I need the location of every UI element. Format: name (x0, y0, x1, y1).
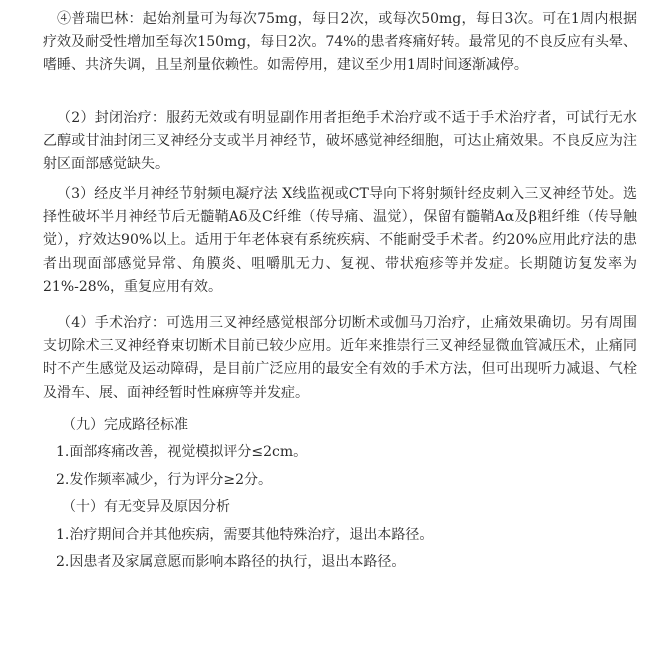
section-heading-variation-analysis: （十）有无变异及原因分析 (62, 499, 230, 515)
list-item: 1.面部疼痛改善，视觉模拟评分≤2cm。 (56, 444, 308, 460)
list-item: 1.治疗期间合并其他疾病，需要其他特殊治疗，退出本路径。 (56, 527, 434, 543)
paragraph-nerve-block: （2）封闭治疗：服药无效或有明显副作用者拒绝手术治疗或不适于手术治疗者，可试行无水乙醇或甘油封闭三叉神经分支或半月神经节，破坏感觉神经细胞，可达止痛效果。不良反应为注射区面部感觉缺失。 (43, 110, 637, 173)
list-item: 2.因患者及家属意愿而影响本路径的执行，退出本路径。 (56, 554, 406, 570)
paragraph-surgery: （4）手术治疗：可选用三叉神经感觉根部分切断术或伽马刀治疗，止痛效果确切。另有周围支切除术三叉神经脊束切断术目前已较少应用。近年来推崇行三叉神经显微血管减压术，止痛同时不产生感觉及运动障碍，是目前广泛应用的最安全有效的手术方法，但可出现听力减退、气栓及滑车、展、面神经暂时性麻痹等并发症。 (43, 315, 637, 401)
section-heading-completion-criteria: （九）完成路径标准 (62, 417, 188, 433)
paragraph-radiofrequency: （3）经皮半月神经节射频电凝疗法 X线监视或CT导向下将射频针经皮刺入三叉神经节处。选择性破坏半月神经节后无髓鞘Aδ及C纤维（传导痛、温觉），保留有髓鞘Aα及β粗纤维（传导触觉），疗效达90%以上。适用于年老体衰有系统疾病、不能耐受手术者。约20%应用此疗法的患者出现面部感觉异常、角膜炎、咀嚼肌无力、复视、带状疱疹等并发症。长期随访复发率为21%-28%，重复应用有效。 (43, 186, 637, 295)
paragraph-pregabalin: ④普瑞巴林：起始剂量可为每次75mg，每日2次，或每次50mg，每日3次。可在1周内根据疗效及耐受性增加至每次150mg，每日2次。74%的患者疼痛好转。最常见的不良反应有头晕、嗜睡、共济失调，且呈剂量依赖性。如需停用，建议至少用1周时间逐渐减停。 (43, 11, 637, 74)
list-item: 2.发作频率减少，行为评分≥2分。 (56, 472, 272, 488)
